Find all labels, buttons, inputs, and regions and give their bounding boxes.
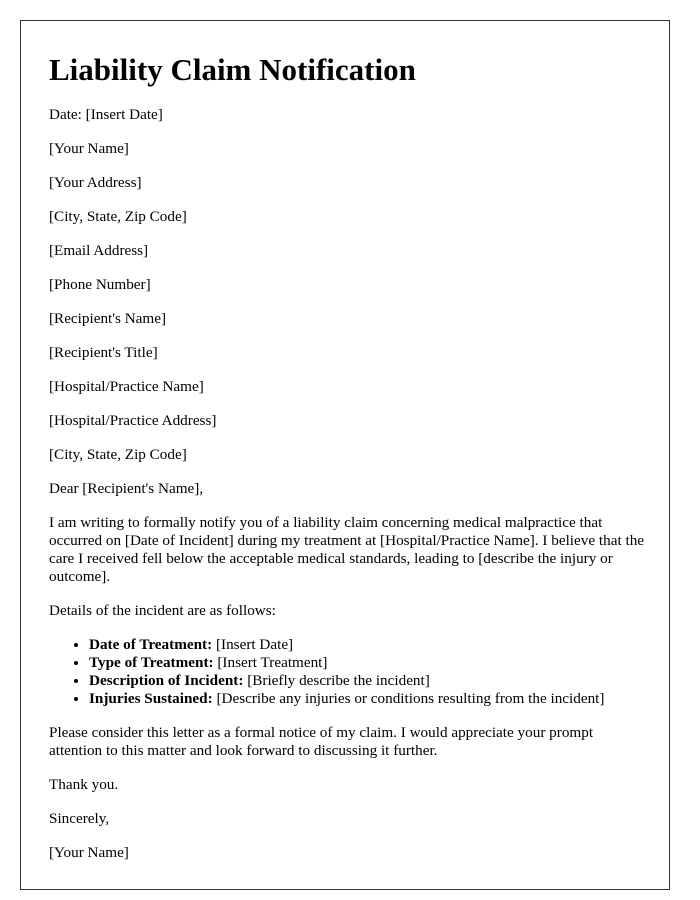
salutation: Dear [Recipient's Name], bbox=[49, 480, 204, 498]
detail-value: [Briefly describe the incident] bbox=[243, 672, 430, 690]
sender-phone: [Phone Number] bbox=[49, 276, 151, 294]
letter-container bbox=[20, 20, 670, 890]
recipient-name: [Recipient's Name] bbox=[49, 310, 167, 328]
sender-city-state-zip: [City, State, Zip Code] bbox=[49, 208, 187, 226]
letter-title: Liability Claim Notification bbox=[49, 52, 416, 87]
sender-address: [Your Address] bbox=[49, 174, 142, 192]
detail-value: [Describe any injuries or conditions resulting from the incident] bbox=[212, 690, 605, 708]
detail-item-injuries-sustained bbox=[89, 690, 649, 708]
detail-item-type-of-treatment bbox=[89, 654, 649, 672]
recipient-organization: [Hospital/Practice Name] bbox=[49, 378, 204, 396]
detail-item-description-of-incident bbox=[89, 672, 649, 690]
detail-item-date-of-treatment bbox=[89, 636, 649, 654]
recipient-title: [Recipient's Title] bbox=[49, 344, 158, 362]
details-list bbox=[49, 636, 649, 708]
sender-name: [Your Name] bbox=[49, 140, 129, 158]
detail-label: Type of Treatment: bbox=[89, 654, 214, 672]
recipient-city-state-zip: [City, State, Zip Code] bbox=[49, 446, 187, 464]
body-paragraph: I am writing to formally notify you of a liability claim concerning medical malpractice that occurred on [Date of Incident] during my treatment at [Hospital/Practice Name]. I believe that the care I received fell below the acceptable medical standards, leading to [describe the injury or outcome]. bbox=[49, 514, 645, 586]
details-intro: Details of the incident are as follows: bbox=[49, 602, 276, 620]
date-line: Date: [Insert Date] bbox=[49, 106, 163, 124]
detail-label: Date of Treatment: bbox=[89, 636, 213, 654]
recipient-address: [Hospital/Practice Address] bbox=[49, 412, 217, 430]
signature-name: [Your Name] bbox=[49, 844, 129, 862]
sender-email: [Email Address] bbox=[49, 242, 149, 260]
detail-label: Injuries Sustained: bbox=[89, 690, 213, 708]
detail-value: [Insert Treatment] bbox=[213, 654, 328, 672]
detail-value: [Insert Date] bbox=[212, 636, 294, 654]
signoff: Sincerely, bbox=[49, 810, 110, 828]
detail-label: Description of Incident: bbox=[89, 672, 244, 690]
closing-paragraph: Please consider this letter as a formal notice of my claim. I would appreciate your prompt attention to this matter and look forward to discussing it further. bbox=[49, 724, 594, 760]
thanks-line: Thank you. bbox=[49, 776, 119, 794]
